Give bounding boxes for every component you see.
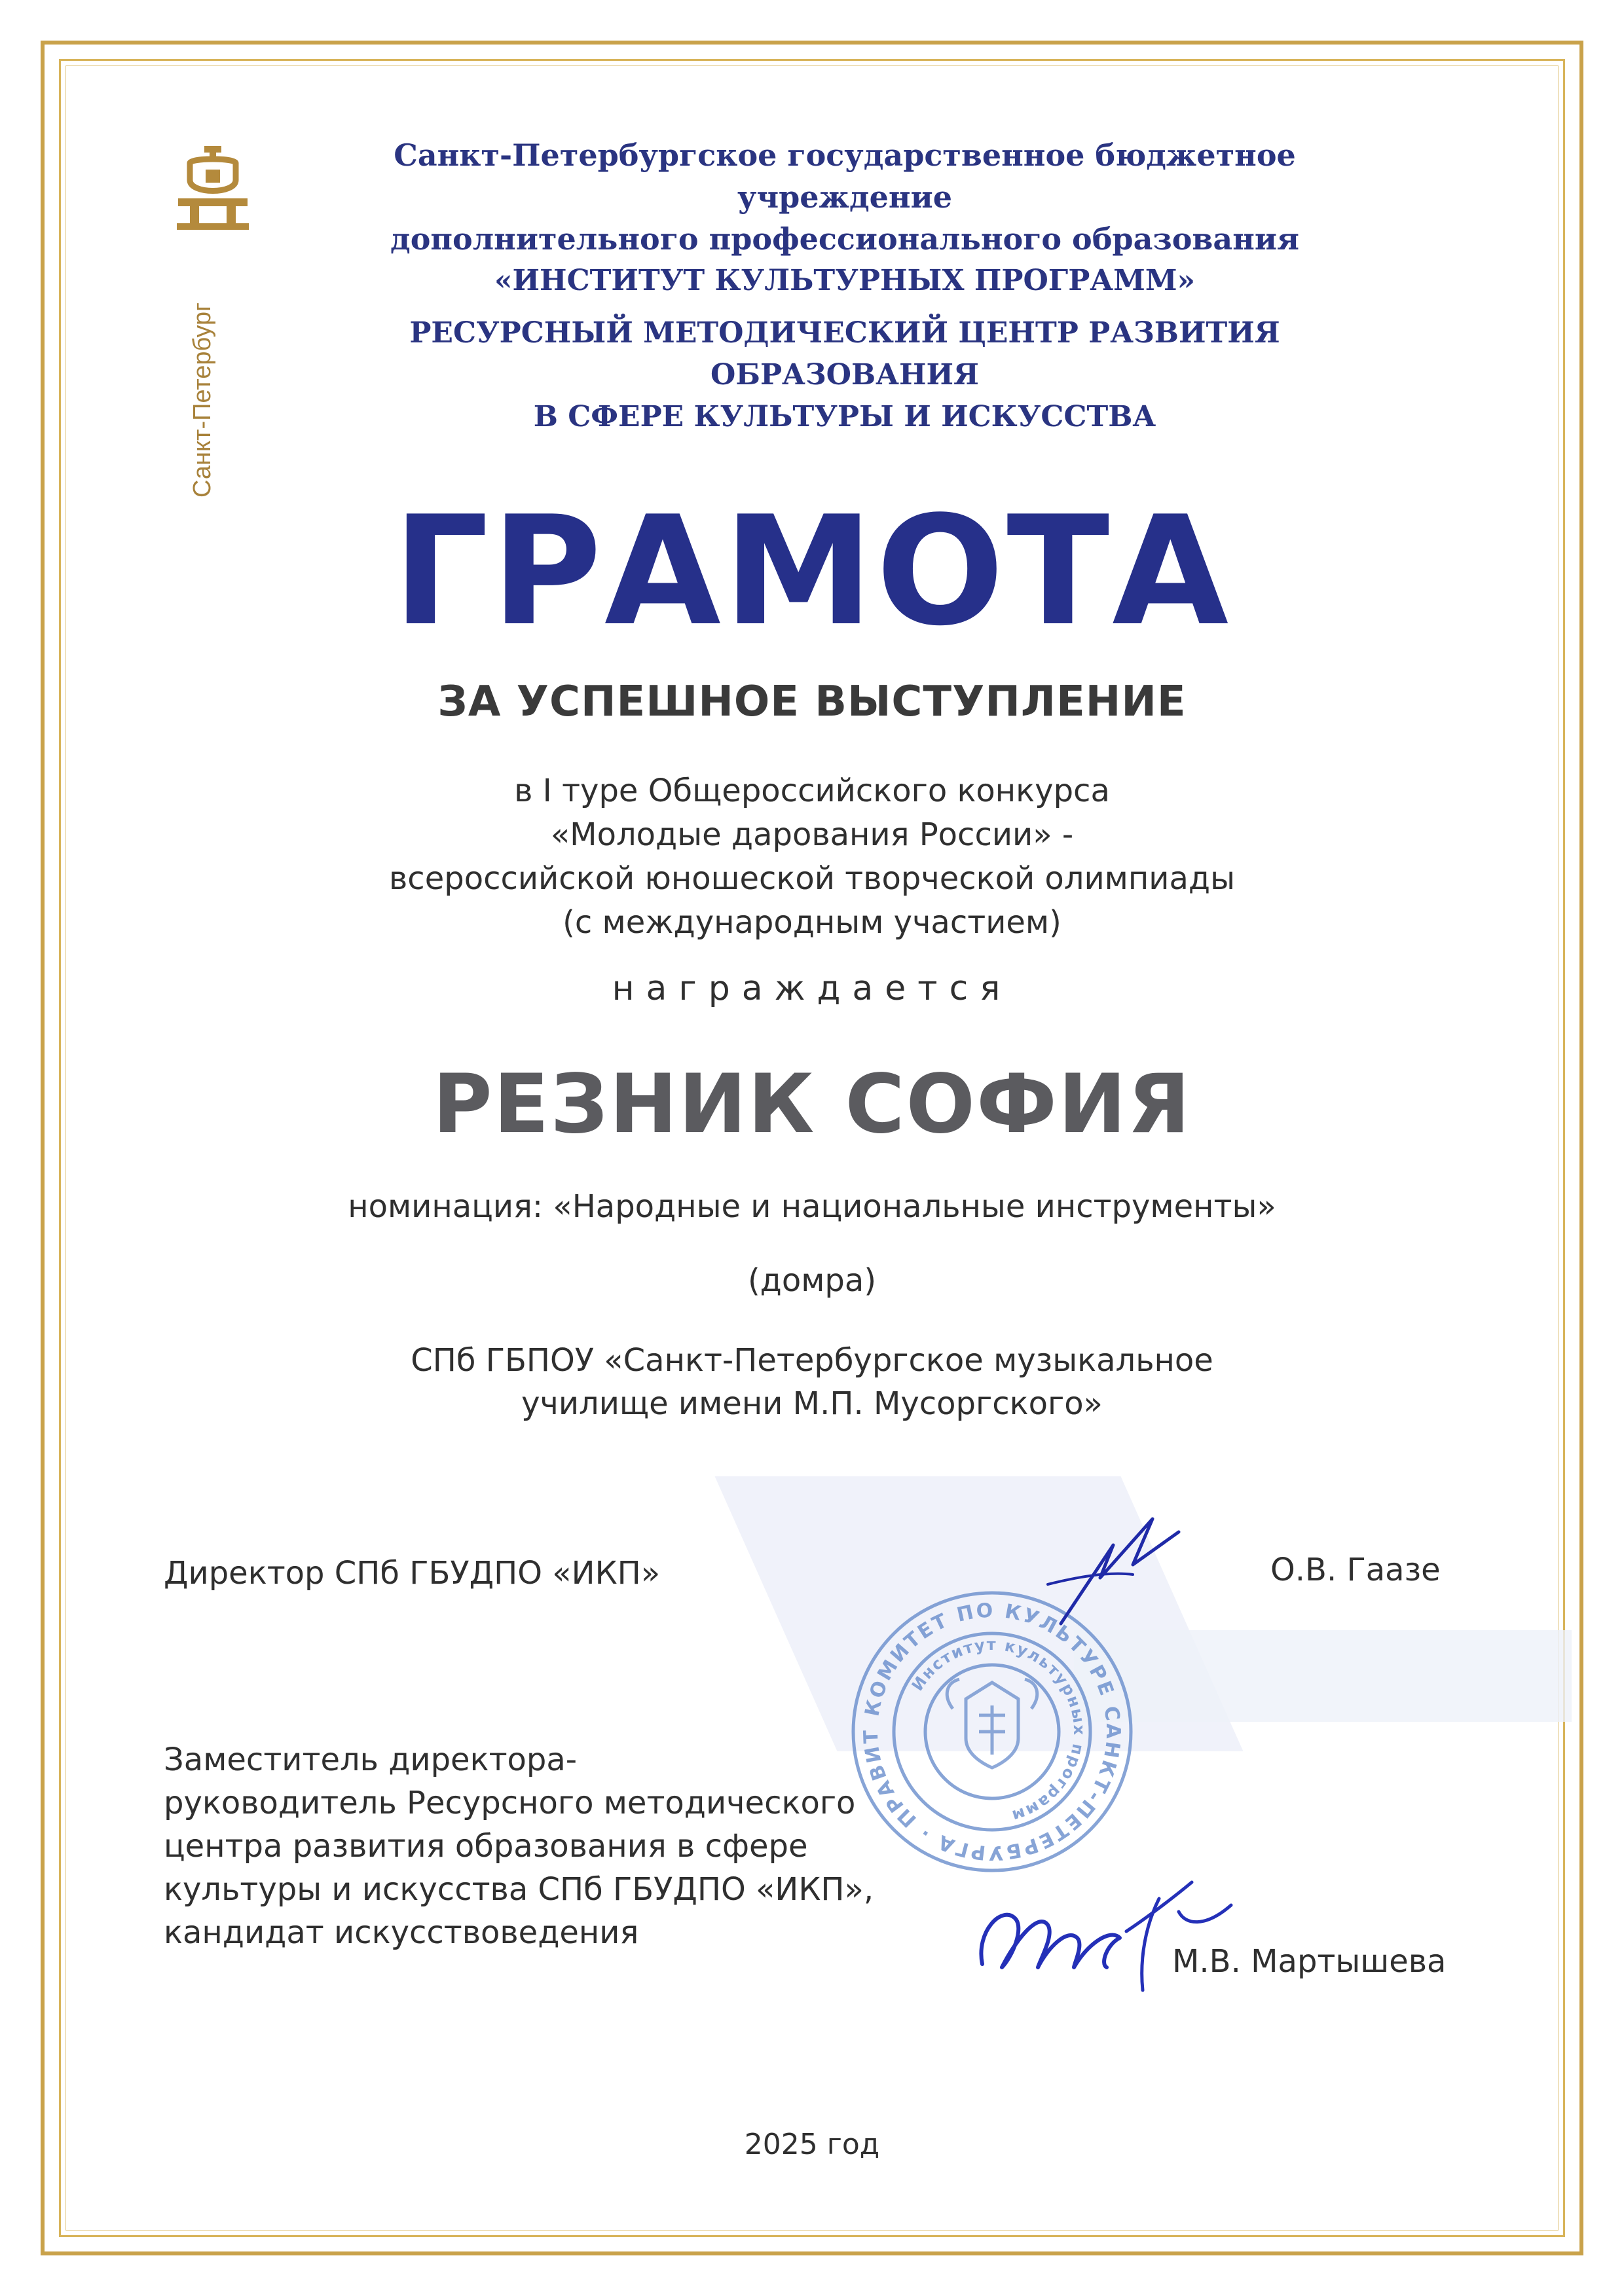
director-title: Директор СПб ГБУДПО «ИКП» xyxy=(164,1555,661,1592)
coat-of-arms-icon xyxy=(947,1679,1037,1768)
recipient-name: РЕЗНИК СОФИЯ xyxy=(432,1057,1192,1152)
contest-line: «Молодые дарования России» - xyxy=(550,816,1074,853)
deputy-title-line: Заместитель директора- xyxy=(164,1741,578,1778)
awarded-label: награждается xyxy=(612,969,1012,1008)
petersburg-logo-icon xyxy=(164,141,262,232)
nomination: номинация: «Народные и национальные инструменты» xyxy=(348,1188,1276,1225)
header-line: дополнительного профессионального образования xyxy=(390,221,1299,257)
school-name xyxy=(0,1339,1624,1425)
header-line: РЕСУРСНЫЙ МЕТОДИЧЕСКИЙ ЦЕНТР РАЗВИТИЯ ОБРАЗОВАНИЯ xyxy=(409,316,1280,392)
deputy-title xyxy=(164,1738,874,1954)
deputy-signature xyxy=(963,1872,1251,2003)
header-line: Санкт-Петербургское государственное бюджетное учреждение xyxy=(394,137,1296,215)
header-line: В СФЕРЕ КУЛЬТУРЫ И ИСКУССТВА xyxy=(533,400,1156,433)
school-line: училище имени М.П. Мусоргского» xyxy=(521,1385,1103,1422)
certificate-subtitle: ЗА УСПЕШНОЕ ВЫСТУПЛЕНИЕ xyxy=(437,678,1187,726)
year: 2025 год xyxy=(744,2128,880,2161)
institution-header xyxy=(282,134,1408,438)
stamp-inner-text: Институт культурных программ xyxy=(908,1635,1089,1826)
contest-line: всероссийской юношеской творческой олимпиады xyxy=(389,860,1235,897)
school-line: СПб ГБПОУ «Санкт-Петербургское музыкальное xyxy=(411,1342,1213,1379)
certificate-title: ГРАМОТА xyxy=(392,484,1232,659)
contest-description xyxy=(0,769,1624,945)
deputy-title-line: центра развития образования в сфере xyxy=(164,1828,808,1865)
deputy-title-line: кандидат искусствоведения xyxy=(164,1914,639,1951)
deputy-title-line: культуры и искусства СПб ГБУДПО «ИКП», xyxy=(164,1871,874,1908)
deputy-name: М.В. Мартышева xyxy=(1172,1943,1447,1980)
deputy-title-line: руководитель Ресурсного методического xyxy=(164,1785,856,1821)
contest-line: (с международным участием) xyxy=(563,904,1061,941)
director-name: О.В. Гаазе xyxy=(1270,1552,1441,1588)
watermark-band xyxy=(1074,1630,1572,1722)
contest-line: в I туре Общероссийского конкурса xyxy=(514,773,1110,809)
header-line: «ИНСТИТУТ КУЛЬТУРНЫХ ПРОГРАММ» xyxy=(494,264,1196,297)
instrument: (домра) xyxy=(747,1262,877,1299)
director-signature xyxy=(1022,1506,1192,1637)
logo-caption: Санкт-Петербург xyxy=(189,302,216,498)
stamp-outer-text: КОМИТЕТ ПО КУЛЬТУРЕ САНКТ-ПЕТЕРБУРГА · ПРАВИТ xyxy=(859,1599,1125,1865)
